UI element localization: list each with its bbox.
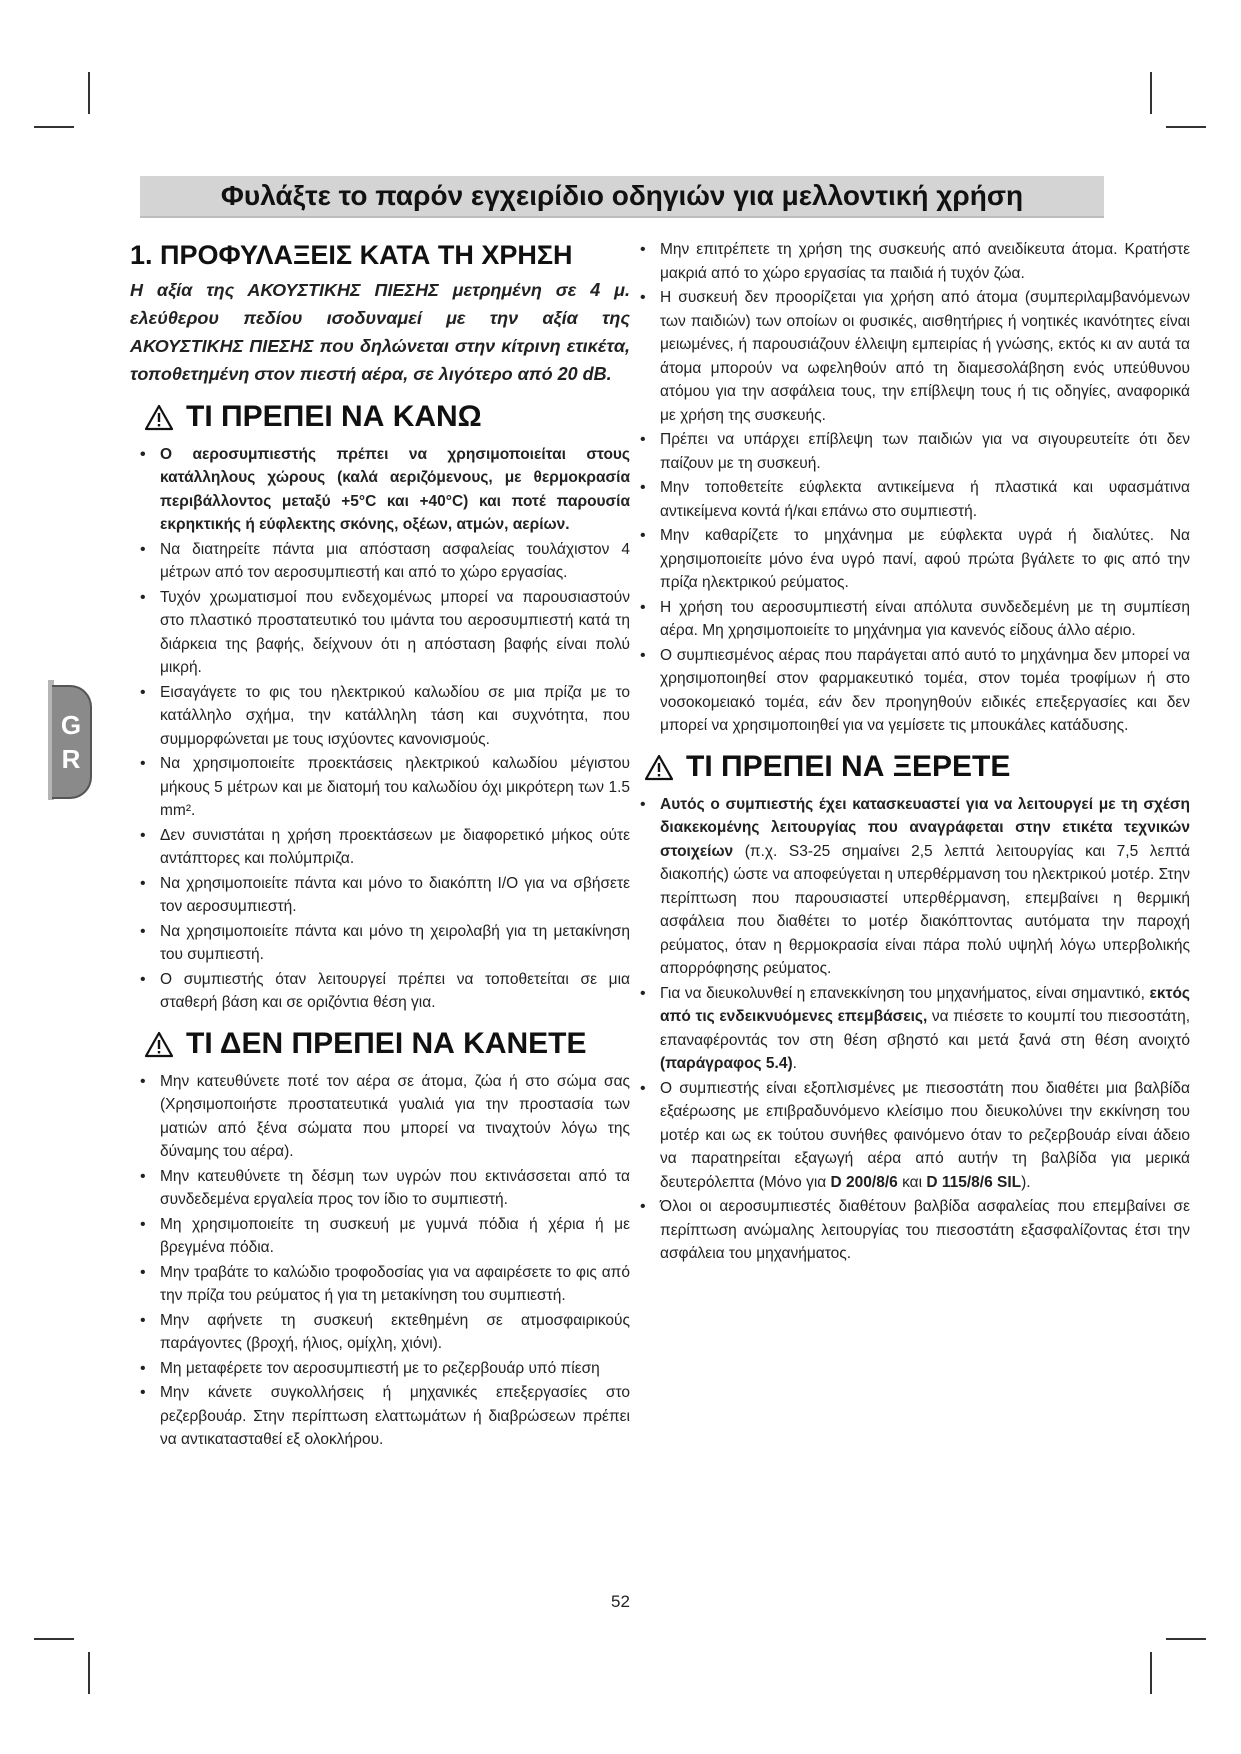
crop-mark xyxy=(1166,126,1206,128)
list-item: • Να διατηρείτε πάντα μια απόσταση ασφαλείας τουλάχιστον 4 μέτρων από τον αεροσυμπιεστή και από το χώρο εργασίας. xyxy=(130,538,630,585)
banner-text: Φυλάξτε το παρόν εγχειρίδιο οδηγιών για μελλοντική χρήση xyxy=(220,180,1024,211)
model-name: D 200/8/6 xyxy=(830,1173,898,1191)
do-list xyxy=(130,443,630,1015)
list-item: • Μην καθαρίζετε το μηχάνημα με εύφλεκτα υγρά ή διαλύτες. Να χρησιμοποιείτε μόνο ένα υγρό πανί, αφού πρώτα βγάλετε το φις από την πρίζα ηλεκτρικού ρεύματος. xyxy=(630,524,1190,595)
crop-mark xyxy=(1166,1638,1206,1640)
list-item: • Μην αφήνετε τη συσκευή εκτεθημένη σε ατμοσφαιρικούς παράγοντες (βροχή, ήλιος, ομίχλη, χιόνι). xyxy=(130,1309,630,1356)
list-item: • Να χρησιμοποιείτε πάντα και μόνο τη χειρολαβή για τη μετακίνηση του συμπιεστή. xyxy=(130,920,630,967)
crop-mark xyxy=(1150,1652,1152,1694)
dont-list xyxy=(130,1070,630,1452)
valve-text: Ο συμπιεστής είναι εξοπλισμένες με πιεσοστάτη που διαθέτει μια βαλβίδα εξαέρωσης με επιβραδυνόμενο κλείσιμο που διευκολύνει την εκκίνηση του μοτέρ και ως εκ τούτου συνήθες φαινόμενο όταν το ρεζερβουάρ είναι άδειο να παρατηρείται εξαγωγή αέρα από αυτήν τη βαλβίδα για μερικά δευτερόλεπτα (Μόνο για xyxy=(660,1079,1190,1191)
warning-triangle-icon xyxy=(644,754,674,781)
warning-triangle-icon xyxy=(144,1031,174,1058)
list-item: • Μην τραβάτε το καλώδιο τροφοδοσίας για να αφαιρέσετε το φις από την πρίζα του ρεύματος ή για τη μετακίνηση του συμπιεστή. xyxy=(130,1261,630,1308)
list-item: • Τυχόν χρωματισμοί που ενδεχομένως μπορεί να παρουσιαστούν στο πλαστικό προστατευτικό του ιμάντα του αεροσυμπιεστή κατά τη διάρκεια της βαφής, δείχνουν ότι η απόσταση βαφής είναι πολύ μικρή. xyxy=(130,586,630,680)
duty-cycle-bold: Αυτός ο συμπιεστής έχει κατασκευαστεί για να λειτουργεί με τη σχέση διακεκομένης λειτουργίας που αναγράφεται στην ετικέτα τεχνικών στοιχείων xyxy=(660,795,1190,860)
crop-mark xyxy=(88,1652,90,1694)
right-column xyxy=(630,238,1190,1267)
list-item xyxy=(630,793,1190,981)
do-heading-text: ΤΙ ΠΡΕΠΕΙ ΝΑ ΚΑΝΩ xyxy=(186,400,482,434)
list-item: • Μην επιτρέπετε τη χρήση της συσκευής από ανειδίκευτα άτομα. Κρατήστε μακριά από το χώρο εργασίας τα παιδιά ή τυχόν ζώα. xyxy=(630,238,1190,285)
list-item xyxy=(630,982,1190,1076)
model-name: D 115/8/6 SIL xyxy=(926,1173,1022,1191)
list-item: • Η συσκευή δεν προορίζεται για χρήση από άτομα (συμπεριλαμβανόμενων των παιδιών) των οποίων οι φυσικές, αισθητήριες ή νοητικές ικανότητες είναι μειωμένες, ή παρουσιάζουν έλλειψη εμπειρίας ή γνώσης, εκτός κι αν αυτά τα άτομα μπορούν να ωφεληθούν από τη διαμεσολάβηση ενός υπεύθυνου ατόμου για την ασφάλεια τους, την επίβλεψη τους ή τις οδηγίες, αναφορικά με χρήση της συσκευής. xyxy=(630,286,1190,427)
dont-heading xyxy=(144,1027,630,1061)
crop-mark xyxy=(34,1638,74,1640)
list-item: • Να χρησιμοποιείτε πάντα και μόνο το διακόπτη I/O για να σβήσετε τον αεροσυμπιεστή. xyxy=(130,872,630,919)
valve-end: ). xyxy=(1021,1173,1031,1191)
know-heading-text: ΤΙ ΠΡΕΠΕΙ ΝΑ ΞΕΡΕΤΕ xyxy=(686,750,1011,784)
section-title: 1. ΠΡΟΦΥΛΑΞΕΙΣ ΚΑΤΑ ΤΗ ΧΡΗΣΗ xyxy=(130,240,573,270)
duty-cycle-text: (π.χ. S3-25 σημαίνει 2,5 λεπτά λειτουργίας και 7,5 λεπτά διακοπής) ώστε να αποφεύγεται η υπερθέρμανση του ηλεκτρικού μοτέρ. Στην περίπτωση που παρουσιαστεί υπερθέρμανση, επεμβαίνει η θερμική ασφάλεια που διαθέτει το μοτέρ διακόπτοντας αυτόματα την παροχή ρεύματος, όταν η θερμοκρασία είναι πάρα πολύ υψηλή λόγω υπερβολικής απορρόφησης ρεύματος. xyxy=(660,842,1190,977)
dont-list-continued xyxy=(630,238,1190,738)
dont-heading-text: ΤΙ ΔΕΝ ΠΡΕΠΕΙ ΝΑ ΚΑΝΕΤΕ xyxy=(186,1027,587,1061)
language-tab-letter: R xyxy=(61,744,81,774)
restart-text-2: να πιέσετε το κουμπί του πιεσοστάτη, επαναφέροντάς τον στη θέση σβηστό και μετά ξανά στη θέση ανοιχτό xyxy=(660,1008,1191,1049)
list-item: • Μην κατευθύνετε τη δέσμη των υγρών που εκτινάσσεται από τα συνδεδεμένα εργαλεία προς τον ίδιο το συμπιεστή. xyxy=(130,1165,630,1212)
know-list xyxy=(630,793,1190,1266)
restart-end: . xyxy=(792,1055,797,1072)
list-item: • Εισαγάγετε το φις του ηλεκτρικού καλωδίου σε μια πρίζα με το κατάλληλο σχήμα, την κατάλληλη τάση και συχνότητα, που συμμορφώνεται με τους ισχύοντες κανονισμούς. xyxy=(130,681,630,752)
do-heading xyxy=(144,400,630,434)
crop-mark xyxy=(1150,72,1152,114)
list-item: • Μην τοποθετείτε εύφλεκτα αντικείμενα ή πλαστικά και υφασμάτινα αντικείμενα κοντά ή/και επάνω στο συμπιεστή. xyxy=(630,476,1190,523)
list-item: • Μην κατευθύνετε ποτέ τον αέρα σε άτομα, ζώα ή στο σώμα σας (Χρησιμοποιήστε προστατευτικά γυαλιά για την προστασία των ματιών από ξένα σώματα που μπορεί να τιναχτούν λόγω της δύναμης του αέρα). xyxy=(130,1070,630,1164)
acoustic-pressure-intro: Η αξία της ΑΚΟΥΣΤΙΚΗΣ ΠΙΕΣΗΣ μετρημένη σε 4 μ. ελεύθερου πεδίου ισοδυναμεί με την αξία της ΑΚΟΥΣΤΙΚΗΣ ΠΙΕΣΗΣ που δηλώνεται στην κίτρινη ετικέτα, τοποθετημένη στον πιεστή αέρα, σε λιγότερο από 20 dB. xyxy=(130,279,630,384)
page-banner xyxy=(140,176,1104,218)
know-heading xyxy=(644,750,1190,784)
left-column xyxy=(130,238,630,1453)
list-item: • Μη μεταφέρετε τον αεροσυμπιεστή με το ρεζερβουάρ υπό πίεση xyxy=(130,1357,630,1381)
list-item: • Μην κάνετε συγκολλήσεις ή μηχανικές επεξεργασίες στο ρεζερβουάρ. Στην περίπτωση ελαττωμάτων ή διαβρώσεων πρέπει να αντικατασταθεί εξ ολοκλήρου. xyxy=(130,1381,630,1452)
list-item: • Ο συμπιεστής όταν λειτουργεί πρέπει να τοποθετείται σε μια σταθερή βάση και σε οριζόντια θέση για. xyxy=(130,968,630,1015)
crop-mark xyxy=(34,126,74,128)
crop-mark xyxy=(88,72,90,114)
language-tab-letter: G xyxy=(60,710,82,740)
valve-and: και xyxy=(897,1173,927,1191)
list-item: • Όλοι οι αεροσυμπιεστές διαθέτουν βαλβίδα ασφαλείας που επεμβαίνει σε περίπτωση ανώμαλης λειτουργίας του πιεσοστάτη εξασφαλίζοντας έτσι την ασφάλεια του μηχανήματος. xyxy=(630,1195,1190,1266)
language-tab xyxy=(52,685,92,799)
list-item: • Πρέπει να υπάρχει επίβλεψη των παιδιών για να σιγουρευτείτε ότι δεν παίζουν με τη συσκευή. xyxy=(630,428,1190,475)
list-item: • Δεν συνιστάται η χρήση προεκτάσεων με διαφορετικό μήκος ούτε αντάπτορες και πολύμπριζα. xyxy=(130,824,630,871)
list-item xyxy=(630,1077,1190,1195)
restart-text: Για να διευκολυνθεί η επανεκκίνηση του μηχανήματος, είναι σημαντικό, xyxy=(660,984,1150,1002)
paragraph-ref: (παράγραφος 5.4) xyxy=(660,1055,793,1072)
list-item: • Να χρησιμοποιείτε προεκτάσεις ηλεκτρικού καλωδίου μέγιστου μήκους 5 μέτρων και με διατομή του καλωδίου όχι μικρότερη των 1.5 mm². xyxy=(130,752,630,823)
restart-bold: εκτός από τις ενδεικνυόμενες επεμβάσεις, xyxy=(660,984,1190,1025)
page-number: 52 xyxy=(611,1592,630,1611)
list-item: • Η χρήση του αεροσυμπιεστή είναι απόλυτα συνδεδεμένη με τη συμπίεση αέρα. Μη χρησιμοποιείτε το μηχάνημα για κανενός είδους άλλο αέριο. xyxy=(630,596,1190,643)
list-item: • Ο αεροσυμπιεστής πρέπει να χρησιμοποιείται στους κατάλληλους χώρους (καλά αεριζόμενους, με θερμοκρασία περιβάλλοντος μεταξύ +5°C και +40°C) και ποτέ παρουσία εκρηκτικής ή εύφλεκτης σκόνης, οξέων, ατμών, αερίων. xyxy=(130,443,630,537)
warning-triangle-icon xyxy=(144,404,174,431)
list-item: • Μη χρησιμοποιείτε τη συσκευή με γυμνά πόδια ή χέρια ή με βρεγμένα πόδια. xyxy=(130,1213,630,1260)
list-item: • Ο συμπιεσμένος αέρας που παράγεται από αυτό το μηχάνημα δεν μπορεί να χρησιμοποιηθεί στον φαρμακευτικό τομέα, στον τομέα τροφίμων ή στο νοσοκομειακό τομέα, εάν δεν προηγηθούν ειδικές επεξεργασίες και δεν μπορεί να χρησιμοποιηθεί για να γεμίσετε τις μπουκάλες κατάδυσης. xyxy=(630,644,1190,738)
